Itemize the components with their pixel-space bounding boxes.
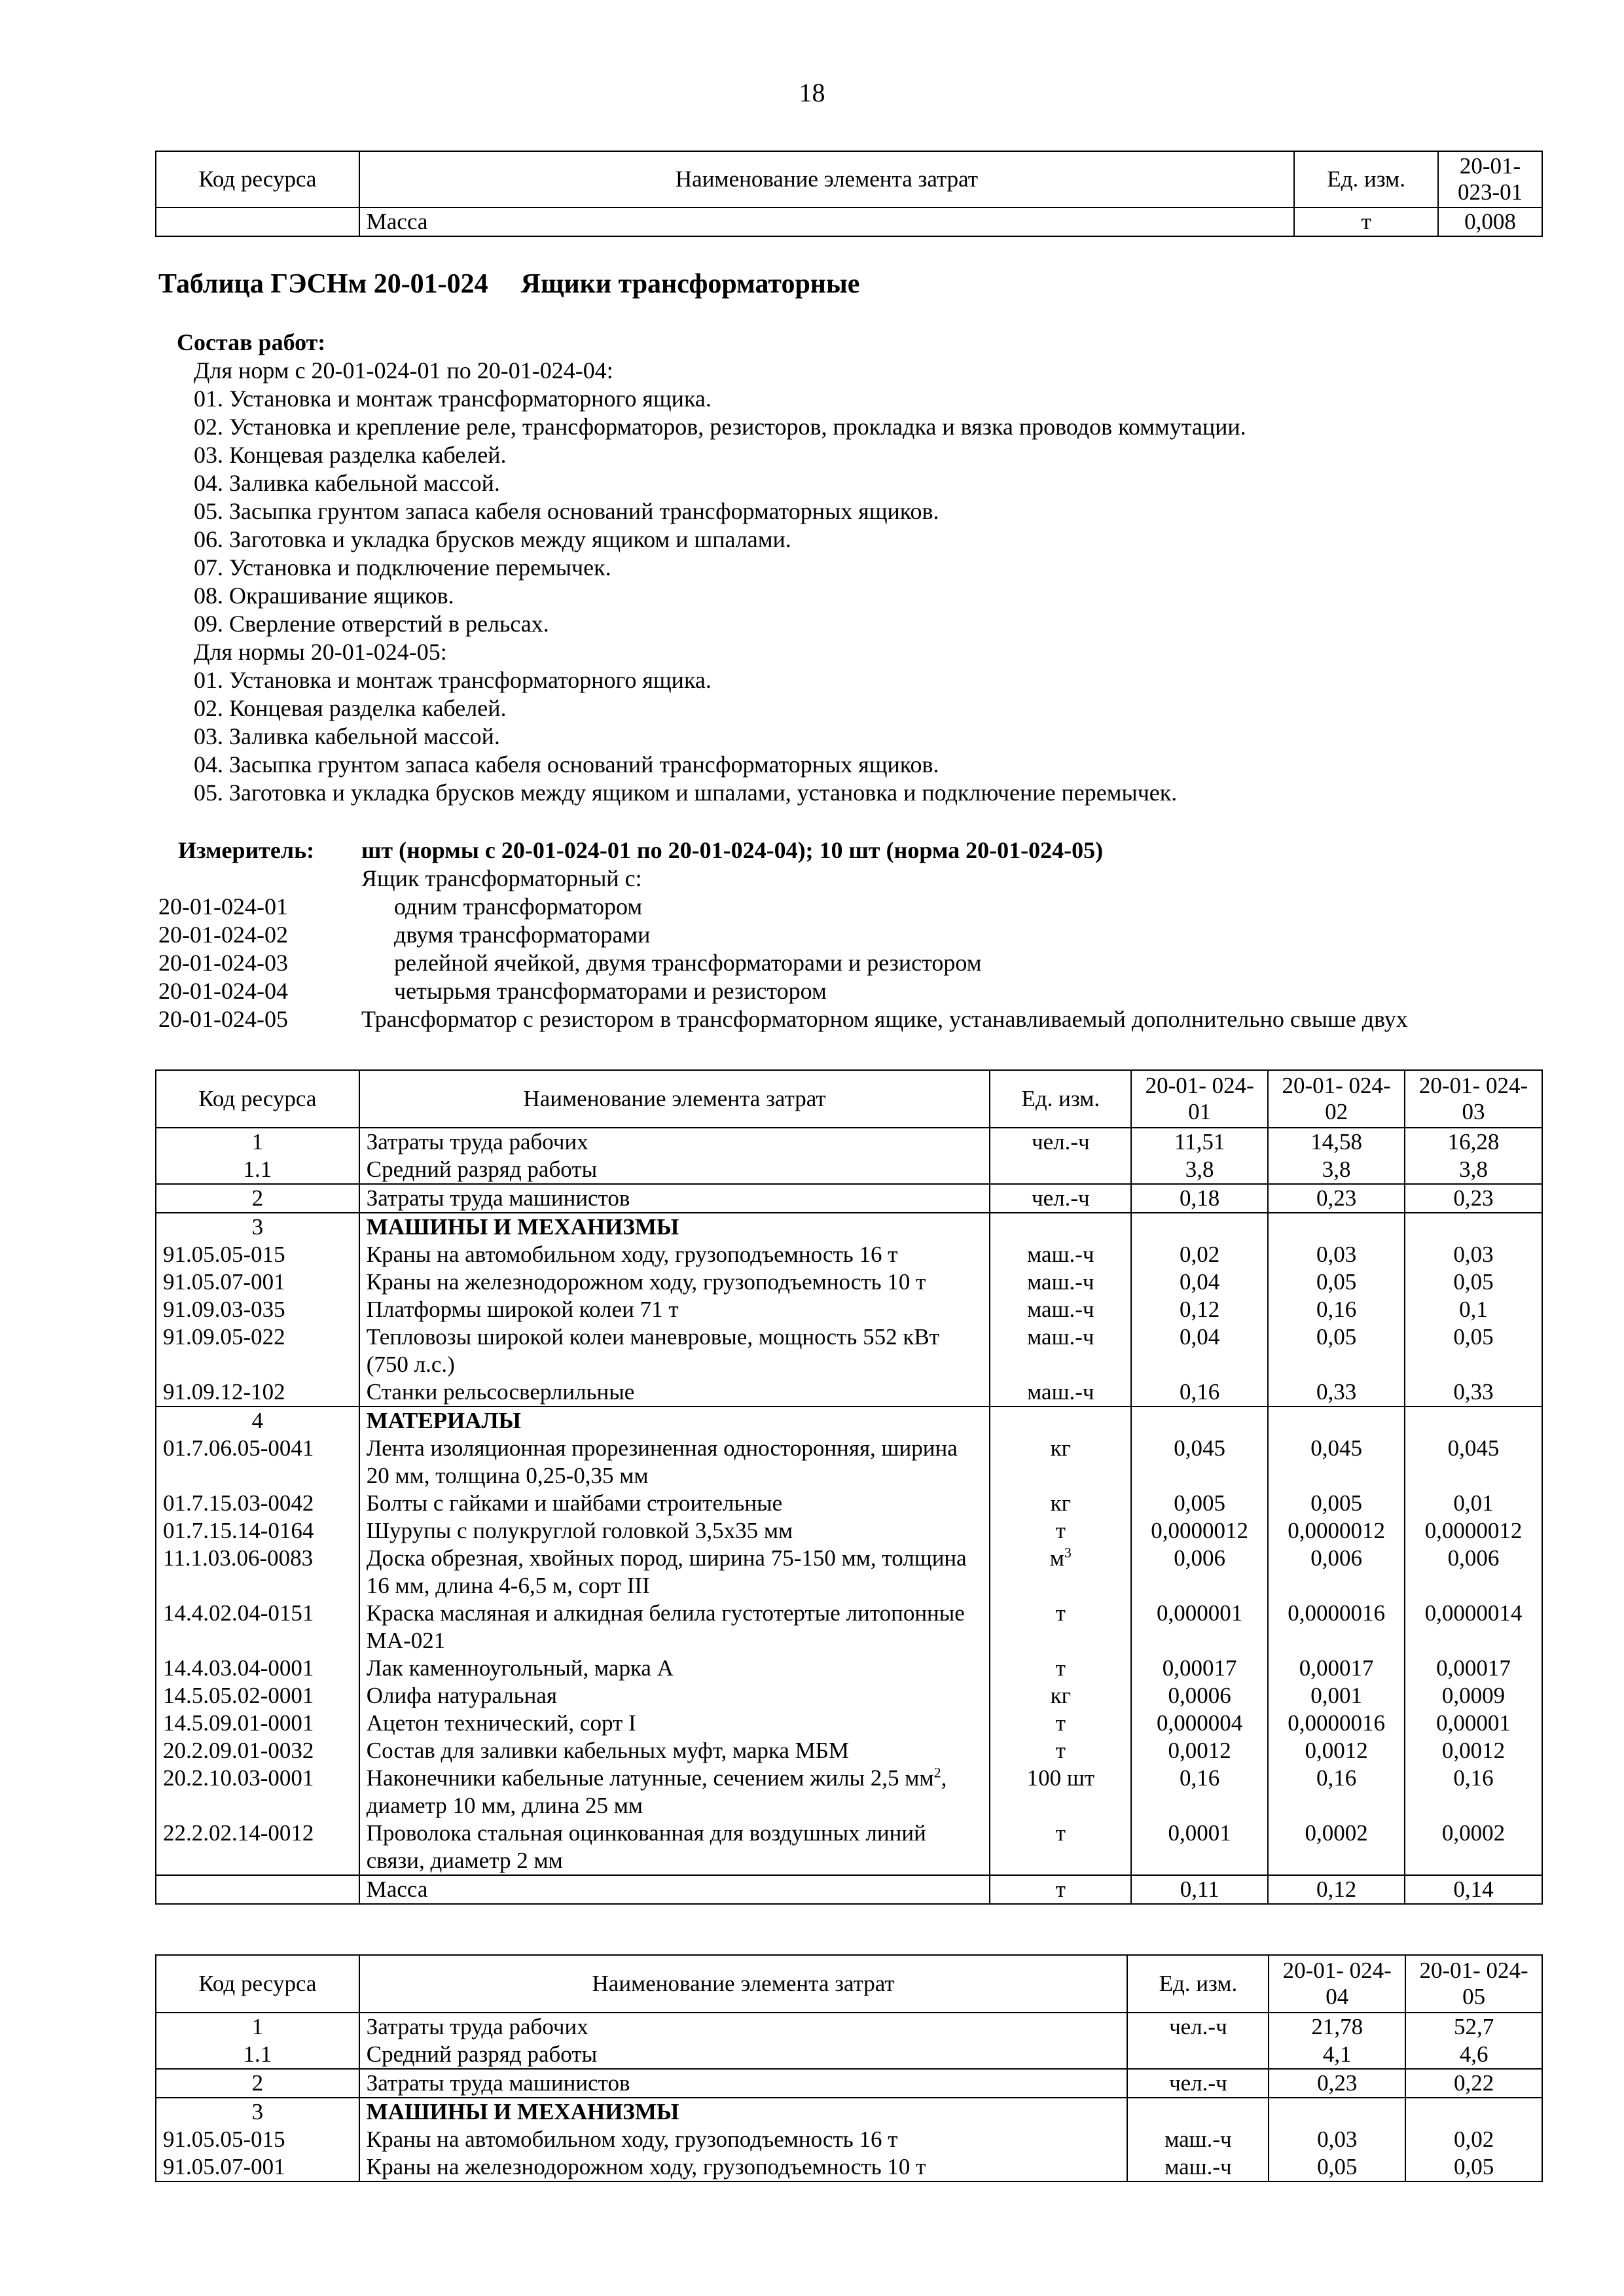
- resource-unit: маш.-ч: [990, 1296, 1131, 1323]
- resource-value: 0,02: [1131, 1241, 1268, 1268]
- resource-value: 0,23: [1269, 2069, 1405, 2098]
- resource-value: 0,0000016: [1268, 1710, 1405, 1737]
- resource-code: 01.7.15.03-0042: [156, 1490, 359, 1517]
- resource-code: 14.5.05.02-0001: [156, 1682, 359, 1710]
- heading-number: Таблица ГЭСНм 20-01-024: [158, 269, 488, 299]
- main-table: [155, 1069, 1543, 1905]
- resource-code: 2: [156, 1184, 359, 1213]
- resource-code: 11.1.03.06-0083: [156, 1545, 359, 1600]
- resource-name: Затраты труда машинистов: [359, 2069, 1128, 2098]
- table-row: [156, 1875, 1542, 1904]
- resource-value: 0,0000016: [1268, 1600, 1405, 1655]
- resource-code: 1.1: [156, 1156, 359, 1184]
- resource-value: 0,12: [1268, 1875, 1405, 1904]
- resource-value: 0,005: [1268, 1490, 1405, 1517]
- resource-code: 91.05.07-001: [156, 1268, 359, 1296]
- resource-name: Ацетон технический, сорт I: [359, 1710, 990, 1737]
- resource-code: 20.2.09.01-0032: [156, 1737, 359, 1765]
- resource-value: 0,0001: [1131, 1820, 1268, 1875]
- header-norm-01: 20-01- 024-01: [1131, 1070, 1268, 1128]
- resource-value: 0,0000012: [1268, 1517, 1405, 1545]
- resource-value: 0,00017: [1131, 1655, 1268, 1682]
- resource-name: Болты с гайками и шайбами строительные: [359, 1490, 990, 1517]
- resource-name: Краны на железнодорожном ходу, грузоподъемность 10 т: [359, 2153, 1128, 2181]
- resource-unit: т: [990, 1820, 1131, 1875]
- resource-code: 14.4.03.04-0001: [156, 1655, 359, 1682]
- resource-value: 0,05: [1269, 2153, 1405, 2181]
- header-name: Наименование элемента затрат: [359, 1070, 990, 1128]
- resource-value: [1131, 1407, 1268, 1435]
- resource-code: 91.05.05-015: [156, 2126, 359, 2153]
- resource-value: 0,22: [1405, 2069, 1542, 2098]
- resource-name: МАШИНЫ И МЕХАНИЗМЫ: [359, 2098, 1128, 2126]
- list-item: 05. Заготовка и укладка брусков между ящиком и шпалами, установка и подключение перемычек.: [194, 780, 1178, 806]
- resource-unit: чел.-ч: [990, 1184, 1131, 1213]
- resource-name: Затраты труда рабочих: [359, 1128, 990, 1156]
- table-row: [156, 1600, 1542, 1655]
- resource-value: 0,0002: [1405, 1820, 1542, 1875]
- resource-name: Станки рельсосверлильные: [359, 1378, 990, 1407]
- resource-code: 01.7.15.14-0164: [156, 1517, 359, 1545]
- resource-value: 0,03: [1405, 1241, 1542, 1268]
- resource-unit: [990, 1213, 1131, 1241]
- resource-name: Лента изоляционная прорезиненная односторонняя, ширина 20 мм, толщина 0,25-0,35 мм: [359, 1435, 990, 1490]
- table-row: [156, 1323, 1542, 1378]
- table-row: [156, 1655, 1542, 1682]
- resource-name: Краны на автомобильном ходу, грузоподъемность 16 т: [359, 2126, 1128, 2153]
- resource-value: 0,00001: [1405, 1710, 1542, 1737]
- resource-value: 0,0000014: [1405, 1600, 1542, 1655]
- resource-value: 0,045: [1268, 1435, 1405, 1490]
- resource-name: Олифа натуральная: [359, 1682, 990, 1710]
- header-code: Код ресурса: [156, 1955, 359, 2013]
- resource-value: 0,01: [1405, 1490, 1542, 1517]
- resource-code: 1.1: [156, 2041, 359, 2069]
- resource-value: 3,8: [1268, 1156, 1405, 1184]
- resource-unit: т: [990, 1600, 1131, 1655]
- resource-value: [1131, 1213, 1268, 1241]
- list-item: 01. Установка и монтаж трансформаторного ящика.: [194, 386, 712, 412]
- resource-unit: т: [990, 1710, 1131, 1737]
- resource-code: 1: [156, 1128, 359, 1156]
- header-norm: 20-01-023-01: [1438, 151, 1542, 207]
- resource-value: 0,03: [1268, 1241, 1405, 1268]
- resource-code: 1: [156, 2013, 359, 2041]
- resource-name: Краны на автомобильном ходу, грузоподъемность 16 т: [359, 1241, 990, 1268]
- table-row: [156, 1378, 1542, 1407]
- resource-value: 21,78: [1269, 2013, 1405, 2041]
- resource-name: Проволока стальная оцинкованная для воздушных линий связи, диаметр 2 мм: [359, 1820, 990, 1875]
- resource-name: Краны на железнодорожном ходу, грузоподъемность 10 т: [359, 1268, 990, 1296]
- resource-value: 0,33: [1268, 1378, 1405, 1407]
- work-composition: [177, 329, 1246, 807]
- resource-unit: [990, 1156, 1131, 1184]
- page-number: 18: [799, 78, 825, 107]
- resource-code: 91.05.05-015: [156, 1241, 359, 1268]
- resource-unit: маш.-ч: [990, 1323, 1131, 1378]
- top-table: [155, 151, 1543, 237]
- table-row: [156, 2153, 1542, 2181]
- resource-name: Платформы широкой колеи 71 т: [359, 1296, 990, 1323]
- resource-code: 14.4.02.04-0151: [156, 1600, 359, 1655]
- resource-unit: маш.-ч: [1127, 2126, 1269, 2153]
- table-row: [156, 1296, 1542, 1323]
- list-item: 08. Окрашивание ящиков.: [194, 583, 454, 609]
- list-item: Для норм с 20-01-024-01 по 20-01-024-04:: [194, 357, 613, 384]
- resource-code: 14.5.09.01-0001: [156, 1710, 359, 1737]
- resource-value: 0,006: [1405, 1545, 1542, 1600]
- table-heading: [158, 268, 859, 300]
- header-name: Наименование элемента затрат: [359, 1955, 1128, 2013]
- main-table-body: [156, 1128, 1542, 1904]
- resource-unit: [1127, 2041, 1269, 2069]
- resource-unit: 100 шт: [990, 1765, 1131, 1820]
- resource-value: 14,58: [1268, 1128, 1405, 1156]
- table-row: [156, 1268, 1542, 1296]
- resource-value: [1405, 1213, 1542, 1241]
- resource-unit: маш.-ч: [1127, 2153, 1269, 2181]
- resource-code: 91.09.05-022: [156, 1323, 359, 1378]
- list-item: 03. Концевая разделка кабелей.: [194, 442, 507, 468]
- resource-value: 4,6: [1405, 2041, 1542, 2069]
- heading-title: Ящики трансформаторные: [520, 269, 860, 299]
- resource-name: Средний разряд работы: [359, 1156, 990, 1184]
- list-item: 03. Заливка кабельной массой.: [194, 723, 500, 749]
- table-row: [156, 1517, 1542, 1545]
- table-row: [156, 1156, 1542, 1184]
- resource-value: 16,28: [1405, 1128, 1542, 1156]
- resource-value: 0,005: [1131, 1490, 1268, 1517]
- resource-value: 0,23: [1405, 1184, 1542, 1213]
- resource-unit: маш.-ч: [990, 1268, 1131, 1296]
- resource-name: Затраты труда машинистов: [359, 1184, 990, 1213]
- resource-value: 0,0002: [1268, 1820, 1405, 1875]
- table-row: [156, 2041, 1542, 2069]
- resource-value: [1268, 1213, 1405, 1241]
- resource-unit: [1127, 2098, 1269, 2126]
- resource-value: 0,04: [1131, 1323, 1268, 1378]
- table-row: [156, 1682, 1542, 1710]
- resource-code: 3: [156, 1213, 359, 1241]
- header-code: Код ресурса: [156, 1070, 359, 1128]
- table-row: [156, 1213, 1542, 1241]
- header-norm-03: 20-01- 024-03: [1405, 1070, 1542, 1128]
- table-row: Масса т 0,008: [156, 207, 1542, 236]
- table-row: [156, 1820, 1542, 1875]
- resource-name: МАШИНЫ И МЕХАНИЗМЫ: [359, 1213, 990, 1241]
- resource-unit: кг: [990, 1490, 1131, 1517]
- resource-unit: кг: [990, 1435, 1131, 1490]
- table-row: [156, 1241, 1542, 1268]
- resource-unit: [990, 1407, 1131, 1435]
- resource-name: Состав для заливки кабельных муфт, марка МБМ: [359, 1737, 990, 1765]
- resource-name: Масса: [359, 1875, 990, 1904]
- list-item: 04. Заливка кабельной массой.: [194, 470, 500, 496]
- list-item: 02. Концевая разделка кабелей.: [194, 695, 507, 721]
- resource-code: 91.09.12-102: [156, 1378, 359, 1407]
- resource-value: 0,04: [1131, 1268, 1268, 1296]
- resource-name: Шурупы с полукруглой головкой 3,5х35 мм: [359, 1517, 990, 1545]
- resource-name: Доска обрезная, хвойных пород, ширина 75-150 мм, толщина 16 мм, длина 4-6,5 м, сорт III: [359, 1545, 990, 1600]
- resource-value: 0,14: [1405, 1875, 1542, 1904]
- table-row: [156, 1490, 1542, 1517]
- resource-value: 0,05: [1405, 1323, 1542, 1378]
- list-item: 06. Заготовка и укладка брусков между ящиком и шпалами.: [194, 526, 791, 552]
- resource-value: 0,006: [1131, 1545, 1268, 1600]
- resource-value: 0,0000012: [1405, 1517, 1542, 1545]
- table-row: [156, 1184, 1542, 1213]
- second-table-body: [156, 2013, 1542, 2181]
- resource-unit: кг: [990, 1682, 1131, 1710]
- header-unit: Ед. изм.: [1294, 151, 1438, 207]
- resource-unit: т: [990, 1875, 1131, 1904]
- table-row: [156, 2069, 1542, 2098]
- resource-value: 0,05: [1405, 2153, 1542, 2181]
- resource-value: [1405, 1407, 1542, 1435]
- resource-code: 20.2.10.03-0001: [156, 1765, 359, 1820]
- resource-value: 0,33: [1405, 1378, 1542, 1407]
- measurement-value: шт (нормы с 20-01-024-01 по 20-01-024-04); 10 шт (норма 20-01-024-05): [361, 837, 1104, 863]
- resource-unit: т: [990, 1517, 1131, 1545]
- resource-code: 2: [156, 2069, 359, 2098]
- header-norm-05: 20-01- 024-05: [1405, 1955, 1542, 2013]
- header-name: Наименование элемента затрат: [359, 151, 1294, 207]
- resource-name: Средний разряд работы: [359, 2041, 1128, 2069]
- table-row: [156, 1407, 1542, 1435]
- resource-value: 0,16: [1131, 1378, 1268, 1407]
- resource-value: 0,05: [1405, 1268, 1542, 1296]
- resource-value: 0,00017: [1268, 1655, 1405, 1682]
- list-item: 07. Установка и подключение перемычек.: [194, 554, 611, 581]
- measurement-intro: Ящик трансформаторный с:: [361, 865, 642, 891]
- resource-unit: чел.-ч: [990, 1128, 1131, 1156]
- resource-value: 0,0006: [1131, 1682, 1268, 1710]
- resource-value: 0,12: [1131, 1296, 1268, 1323]
- resource-unit: $м^3$: [990, 1545, 1131, 1600]
- resource-code: 22.2.02.14-0012: [156, 1820, 359, 1875]
- resource-code: 91.05.07-001: [156, 2153, 359, 2181]
- resource-value: 0,006: [1268, 1545, 1405, 1600]
- resource-value: 3,8: [1405, 1156, 1542, 1184]
- work-composition-title: Состав работ:: [177, 329, 326, 355]
- resource-value: 0,05: [1268, 1323, 1405, 1378]
- resource-value: 0,16: [1268, 1296, 1405, 1323]
- resource-value: [1268, 1407, 1405, 1435]
- resource-value: 0,0009: [1405, 1682, 1542, 1710]
- resource-value: 0,03: [1269, 2126, 1405, 2153]
- resource-unit: маш.-ч: [990, 1378, 1131, 1407]
- resource-unit: чел.-ч: [1127, 2013, 1269, 2041]
- resource-code: 91.09.03-035: [156, 1296, 359, 1323]
- resource-value: [1405, 2098, 1542, 2126]
- resource-value: 0,0012: [1131, 1737, 1268, 1765]
- resource-value: 0,001: [1268, 1682, 1405, 1710]
- table-row: [156, 1765, 1542, 1820]
- resource-value: 0,00017: [1405, 1655, 1542, 1682]
- header-norm-02: 20-01- 024-02: [1268, 1070, 1405, 1128]
- table-row: [156, 2098, 1542, 2126]
- resource-value: 0,16: [1405, 1765, 1542, 1820]
- table-row: [156, 1710, 1542, 1737]
- resource-name: Лак каменноугольный, марка А: [359, 1655, 990, 1682]
- header-unit: Ед. изм.: [990, 1070, 1131, 1128]
- resource-unit: маш.-ч: [990, 1241, 1131, 1268]
- resource-value: 52,7: [1405, 2013, 1542, 2041]
- resource-unit: чел.-ч: [1127, 2069, 1269, 2098]
- resource-value: 0,0012: [1268, 1737, 1405, 1765]
- header-norm-04: 20-01- 024-04: [1269, 1955, 1405, 2013]
- resource-name: МАТЕРИАЛЫ: [359, 1407, 990, 1435]
- resource-value: [1269, 2098, 1405, 2126]
- resource-value: 0,16: [1131, 1765, 1268, 1820]
- resource-unit: т: [990, 1655, 1131, 1682]
- table-row: [156, 1545, 1542, 1600]
- table-row: [156, 1435, 1542, 1490]
- resource-name: Затраты труда рабочих: [359, 2013, 1128, 2041]
- list-item: 09. Сверление отверстий в рельсах.: [194, 611, 549, 637]
- table-row: [156, 1737, 1542, 1765]
- resource-value: 0,16: [1268, 1765, 1405, 1820]
- resource-value: 0,000004: [1131, 1710, 1268, 1737]
- resource-value: 0,045: [1131, 1435, 1268, 1490]
- resource-value: 0,1: [1405, 1296, 1542, 1323]
- resource-code: 3: [156, 2098, 359, 2126]
- resource-value: 0,02: [1405, 2126, 1542, 2153]
- table-row: [156, 2013, 1542, 2041]
- resource-code: [156, 1875, 359, 1904]
- list-item: 05. Засыпка грунтом запаса кабеля оснований трансформаторных ящиков.: [194, 498, 939, 524]
- list-item: 04. Засыпка грунтом запаса кабеля оснований трансформаторных ящиков.: [194, 751, 939, 778]
- resource-name: Наконечники кабельные латунные, сечением жилы 2,5 $мм^2$, диаметр 10 мм, длина 25 мм: [359, 1765, 990, 1820]
- resource-value: 11,51: [1131, 1128, 1268, 1156]
- resource-value: 0,05: [1268, 1268, 1405, 1296]
- header-unit: Ед. изм.: [1127, 1955, 1269, 2013]
- resource-value: 0,23: [1268, 1184, 1405, 1213]
- table-row: [156, 1128, 1542, 1156]
- resource-code: 01.7.06.05-0041: [156, 1435, 359, 1490]
- resource-value: 0,0012: [1405, 1737, 1542, 1765]
- list-item: Для нормы 20-01-024-05:: [194, 639, 447, 665]
- resource-value: 0,11: [1131, 1875, 1268, 1904]
- list-item: 02. Установка и крепление реле, трансформаторов, резисторов, прокладка и вязка проводов коммутации.: [194, 414, 1246, 440]
- resource-name: Краска масляная и алкидная белила густотертые литопонные МА-021: [359, 1600, 990, 1655]
- header-code: Код ресурса: [156, 151, 359, 207]
- resource-value: 4,1: [1269, 2041, 1405, 2069]
- resource-value: 0,0000012: [1131, 1517, 1268, 1545]
- second-table: [155, 1954, 1543, 2182]
- resource-value: 3,8: [1131, 1156, 1268, 1184]
- resource-name: Тепловозы широкой колеи маневровые, мощность 552 кВт (750 л.с.): [359, 1323, 990, 1378]
- measurement-label: Измеритель:: [178, 837, 315, 863]
- resource-value: 0,045: [1405, 1435, 1542, 1490]
- resource-code: 4: [156, 1407, 359, 1435]
- resource-value: 0,000001: [1131, 1600, 1268, 1655]
- table-row: [156, 2126, 1542, 2153]
- resource-unit: т: [990, 1737, 1131, 1765]
- list-item: 01. Установка и монтаж трансформаторного ящика.: [194, 667, 712, 693]
- resource-value: 0,18: [1131, 1184, 1268, 1213]
